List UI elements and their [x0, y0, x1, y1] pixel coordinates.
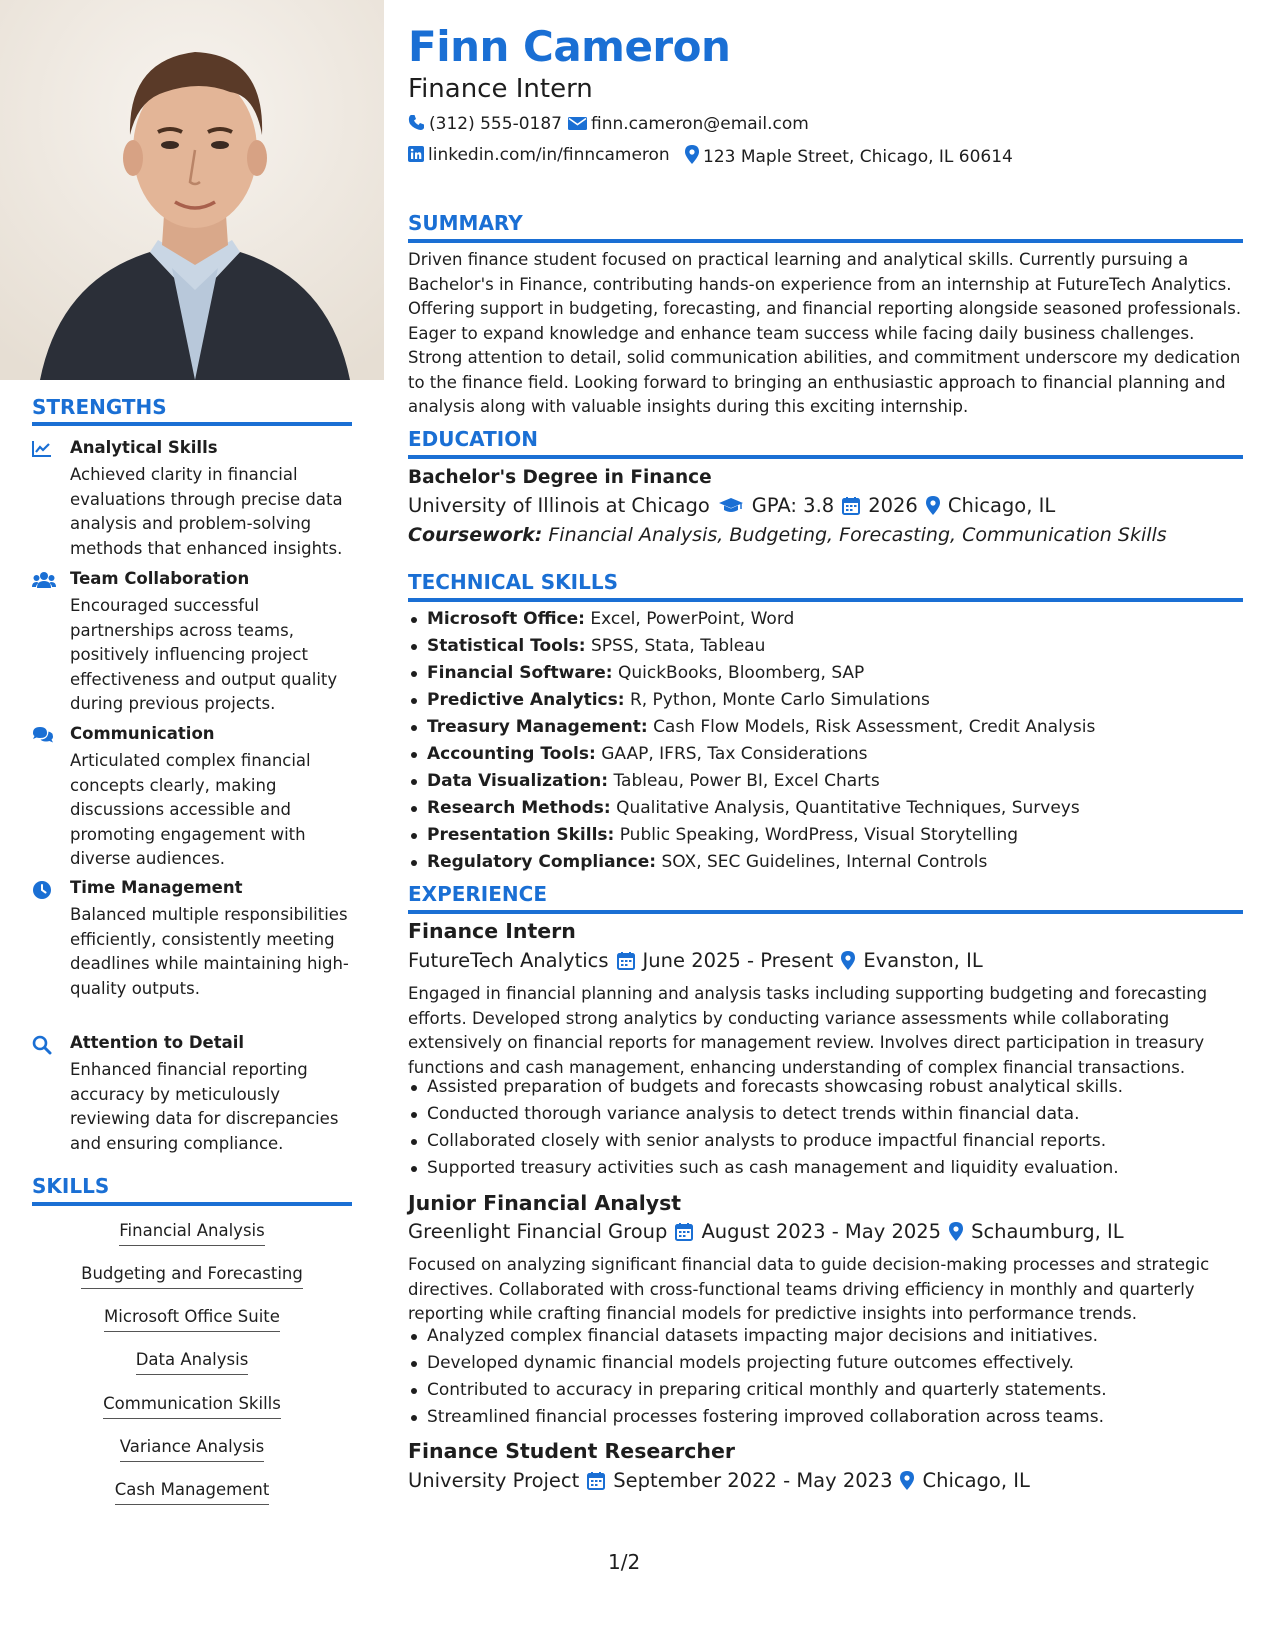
graduation-year: 2026: [868, 494, 918, 517]
company-name: Greenlight Financial Group: [408, 1220, 668, 1243]
search-icon: [32, 1035, 54, 1055]
skill-label: Microsoft Office Suite: [104, 1305, 280, 1332]
list-item: Analyzed complex financial datasets impacting major decisions and initiatives.: [408, 1323, 1243, 1350]
skill-values: R, Python, Monte Carlo Simulations: [629, 690, 930, 710]
skill-category: Predictive Analytics:: [427, 690, 625, 710]
skill-tag: [32, 1305, 352, 1332]
degree-title: Bachelor's Degree in Finance: [408, 467, 712, 488]
technical-skills-heading: TECHNICAL SKILLS: [408, 570, 618, 594]
skill-category: Accounting Tools:: [427, 744, 596, 764]
skill-tag: [32, 1219, 352, 1246]
skill-label: Budgeting and Forecasting: [81, 1262, 303, 1289]
profile-photo: [0, 0, 384, 380]
skill-category: Microsoft Office:: [427, 609, 585, 629]
skill-tag: [32, 1435, 352, 1462]
linkedin-text[interactable]: linkedin.com/in/finncameron: [428, 145, 670, 165]
phone-text: (312) 555-0187: [429, 114, 562, 134]
strength-title: Team Collaboration: [70, 569, 250, 588]
strength-description: Articulated complex financial concepts clearly, making discussions accessible and promoting engagement with diverse audiences.: [70, 751, 311, 868]
list-item: [408, 768, 1243, 795]
map-pin-icon: [926, 496, 940, 520]
candidate-name: Finn Cameron: [408, 22, 731, 71]
calendar-icon: [587, 1471, 605, 1495]
list-item: [408, 741, 1243, 768]
calendar-icon: [617, 951, 635, 975]
job-location: Chicago, IL: [922, 1469, 1030, 1492]
linkedin-contact[interactable]: [408, 145, 670, 167]
strength-description: Encouraged successful partnerships across teams, positively influencing project effectiveness and output quality during previous projects.: [70, 596, 338, 713]
strength-description: Enhanced financial reporting accuracy by meticulously reviewing data for discrepancies and ensuring compliance.: [70, 1060, 339, 1153]
job-meta: [408, 1469, 1030, 1495]
company-name: University Project: [408, 1469, 580, 1492]
list-item: [408, 633, 1243, 660]
candidate-role: Finance Intern: [408, 74, 593, 104]
list-item: Developed dynamic financial models projecting future outcomes effectively.: [408, 1350, 1243, 1377]
education-divider: [408, 455, 1243, 459]
envelope-icon: [568, 116, 587, 136]
skill-label: Financial Analysis: [119, 1219, 264, 1246]
list-item: [408, 714, 1243, 741]
job-title: Finance Student Researcher: [408, 1439, 736, 1463]
job-summary: Engaged in financial planning and analysis tasks including supporting budgeting and forecasting efforts. Developed strong analytics by conducting variance assessments while collaborating extensively on financial reports for management review. Involves direct participation in treasury functions and cash management, enhancing understanding of complex financial transactions.: [408, 984, 1208, 1077]
job-dates: June 2025 - Present: [642, 949, 834, 972]
address-contact: [685, 145, 1013, 169]
left-column: [0, 0, 384, 1650]
strength-description: Balanced multiple responsibilities efficiently, consistently meeting deadlines while maintaining high-quality outputs.: [70, 905, 349, 998]
skill-label: Communication Skills: [103, 1392, 281, 1419]
education-meta: [408, 494, 1055, 520]
calendar-icon: [842, 496, 860, 520]
coursework-line: [408, 524, 1167, 546]
gpa-text: GPA: 3.8: [751, 494, 835, 517]
list-item: Supported treasury activities such as cash management and liquidity evaluation.: [408, 1155, 1243, 1182]
strengths-divider: [32, 422, 352, 426]
list-item: Conducted thorough variance analysis to detect trends within financial data.: [408, 1101, 1243, 1128]
skill-tag: [32, 1348, 352, 1375]
page-number: 1/2: [608, 1550, 641, 1574]
job-dates: August 2023 - May 2025: [701, 1220, 942, 1243]
users-icon: [32, 571, 54, 591]
technical-skills-divider: [408, 598, 1243, 602]
strength-title: Analytical Skills: [70, 438, 218, 457]
list-item: Streamlined financial processes fostering improved collaboration across teams.: [408, 1404, 1243, 1431]
phone-contact: [408, 114, 562, 136]
calendar-icon: [675, 1222, 693, 1246]
comments-icon: [32, 726, 54, 746]
experience-heading: EXPERIENCE: [408, 882, 547, 906]
map-pin-icon: [949, 1222, 963, 1246]
graduation-cap-icon: [718, 497, 744, 520]
technical-skills-list: [408, 606, 1243, 876]
strength-title: Time Management: [70, 878, 243, 897]
strengths-heading: STRENGTHS: [32, 395, 167, 419]
skills-heading: SKILLS: [32, 1174, 110, 1198]
list-item: [408, 795, 1243, 822]
strength-title: Communication: [70, 724, 215, 743]
skill-values: Excel, PowerPoint, Word: [590, 609, 795, 629]
coursework-label: Coursework:: [408, 524, 543, 546]
skill-category: Treasury Management:: [427, 717, 648, 737]
education-heading: EDUCATION: [408, 427, 538, 451]
company-name: FutureTech Analytics: [408, 949, 609, 972]
skill-label: Data Analysis: [136, 1348, 249, 1375]
address-text: 123 Maple Street, Chicago, IL 60614: [703, 147, 1013, 167]
job-dates: September 2022 - May 2023: [613, 1469, 893, 1492]
email-contact[interactable]: [568, 114, 809, 136]
list-item: [408, 660, 1243, 687]
coursework-text: Financial Analysis, Budgeting, Forecasting, Communication Skills: [548, 524, 1167, 546]
list-item: Assisted preparation of budgets and forecasts showcasing robust analytical skills.: [408, 1074, 1243, 1101]
skill-category: Research Methods:: [427, 798, 611, 818]
phone-icon: [408, 114, 425, 136]
list-item: Collaborated closely with senior analysts to produce impactful financial reports.: [408, 1128, 1243, 1155]
skill-tag: [32, 1262, 352, 1289]
summary-divider: [408, 239, 1243, 243]
skill-category: Presentation Skills:: [427, 825, 615, 845]
school-name: University of Illinois at Chicago: [408, 494, 710, 517]
skill-tag: [32, 1392, 352, 1419]
list-item: [408, 687, 1243, 714]
job-meta: [408, 949, 983, 975]
skill-category: Financial Software:: [427, 663, 613, 683]
linkedin-icon: [408, 146, 424, 167]
summary-heading: SUMMARY: [408, 211, 523, 235]
job-summary: Focused on analyzing significant financial data to guide decision-making processes and strategic directives. Collaborated with cross-functional teams driving efficiency in monthly and quarterly reporting while crafting financial models for predictive insights into performance trends.: [408, 1255, 1210, 1323]
job-location: Schaumburg, IL: [971, 1220, 1124, 1243]
skill-category: Statistical Tools:: [427, 636, 586, 656]
map-pin-icon: [841, 951, 855, 975]
job-meta: [408, 1220, 1124, 1246]
job-location: Evanston, IL: [863, 949, 983, 972]
skill-category: Data Visualization:: [427, 771, 609, 791]
skill-values: GAAP, IFRS, Tax Considerations: [601, 744, 868, 764]
list-item: [408, 849, 1243, 876]
email-text[interactable]: finn.cameron@email.com: [591, 114, 809, 134]
job-title: Finance Intern: [408, 919, 576, 943]
skill-values: Qualitative Analysis, Quantitative Techniques, Surveys: [616, 798, 1080, 818]
chart-line-icon: [32, 440, 54, 460]
strength-title: Attention to Detail: [70, 1033, 245, 1052]
map-pin-icon: [685, 145, 699, 169]
skill-label: Cash Management: [115, 1478, 270, 1505]
clock-icon: [32, 880, 54, 900]
skill-values: QuickBooks, Bloomberg, SAP: [617, 663, 865, 683]
experience-divider: [408, 910, 1243, 914]
skill-values: Tableau, Power BI, Excel Charts: [613, 771, 880, 791]
skill-values: Public Speaking, WordPress, Visual Storytelling: [619, 825, 1019, 845]
job-title: Junior Financial Analyst: [408, 1191, 682, 1215]
skill-values: Cash Flow Models, Risk Assessment, Credit Analysis: [653, 717, 1096, 737]
skills-divider: [32, 1202, 352, 1206]
education-location: Chicago, IL: [947, 494, 1056, 517]
summary-text: Driven finance student focused on practical learning and analytical skills. Currently pursuing a Bachelor's in Finance, contributing hands-on experience from an internship at FutureTech Analytics. Offering support in budgeting, forecasting, and financial reporting alongside seasoned professionals. Eager to expand knowledge and enhance team success while facing daily business challenges. Strong attention to detail, solid communication abilities, and commitment underscore my dedication to the finance field. Looking forward to bringing an enthusiastic approach to financial planning and analysis along with valuable insights during this exciting internship.: [408, 250, 1242, 416]
skill-tag: [32, 1478, 352, 1505]
job-bullets: [408, 1074, 1243, 1182]
skill-values: SPSS, Stata, Tableau: [591, 636, 766, 656]
job-bullets: [408, 1323, 1243, 1431]
list-item: [408, 822, 1243, 849]
right-column: [408, 0, 1243, 1650]
list-item: Contributed to accuracy in preparing critical monthly and quarterly statements.: [408, 1377, 1243, 1404]
skill-values: SOX, SEC Guidelines, Internal Controls: [661, 852, 988, 872]
list-item: [408, 606, 1243, 633]
skill-label: Variance Analysis: [120, 1435, 265, 1462]
strength-description: Achieved clarity in financial evaluations through precise data analysis and problem-solving methods that enhanced insights.: [70, 465, 343, 558]
map-pin-icon: [900, 1471, 914, 1495]
skill-category: Regulatory Compliance:: [427, 852, 657, 872]
